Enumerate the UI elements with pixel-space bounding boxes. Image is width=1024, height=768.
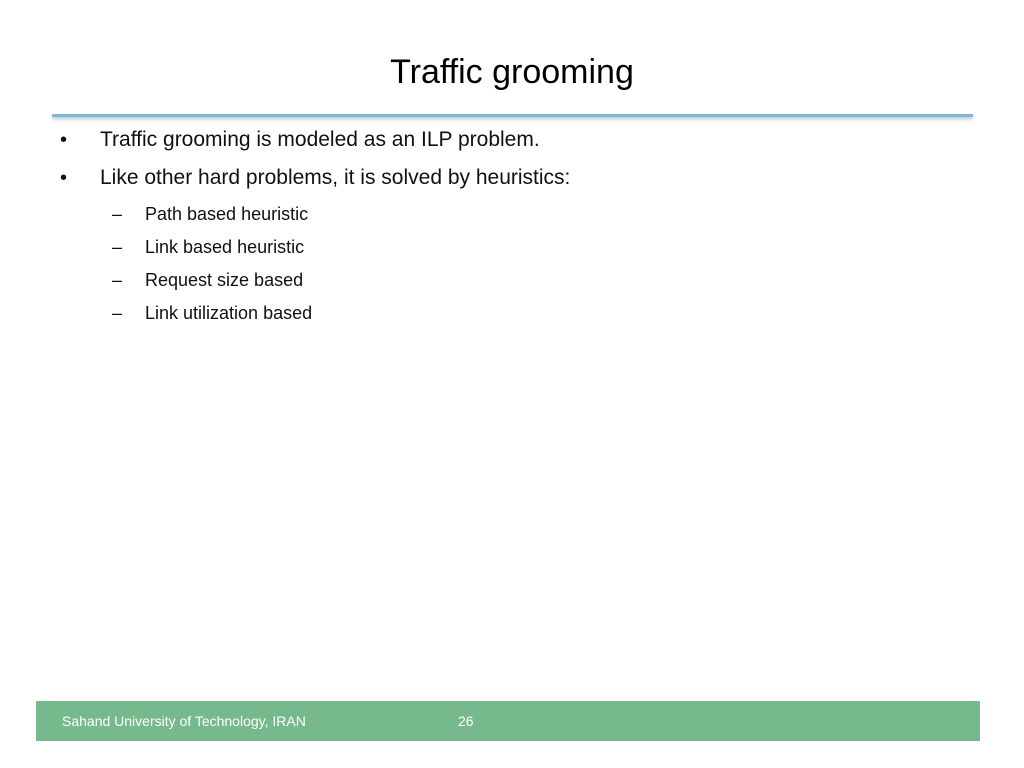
title-divider (52, 114, 973, 117)
sub-bullet-text: Link utilization based (145, 303, 313, 323)
footer-bar (36, 701, 980, 741)
bullet-item (60, 126, 960, 154)
sub-bullet-item (60, 202, 960, 226)
sub-bullet-marker: – (112, 237, 123, 257)
bullet-text: Traffic grooming is modeled as an ILP problem. (100, 128, 540, 151)
sub-bullet-marker: – (112, 204, 123, 224)
footer-institution: Sahand University of Technology, IRAN (62, 713, 306, 729)
bullet-marker: • (60, 167, 68, 189)
bullet-item (60, 164, 960, 192)
sub-bullet-text: Link based heuristic (145, 237, 305, 257)
sub-bullet-item (60, 268, 960, 292)
slide-title: Traffic grooming (390, 53, 634, 91)
sub-bullet-item (60, 235, 960, 259)
sub-bullet-text: Request size based (145, 270, 304, 290)
bullet-text: Like other hard problems, it is solved by heuristics: (100, 166, 571, 189)
sub-bullet-text: Path based heuristic (145, 204, 309, 224)
sub-bullet-marker: – (112, 270, 123, 290)
sub-bullet-marker: – (112, 303, 123, 323)
sub-bullet-item (60, 301, 960, 325)
page-number: 26 (458, 713, 474, 729)
bullet-list (60, 126, 960, 334)
bullet-marker: • (60, 129, 68, 151)
